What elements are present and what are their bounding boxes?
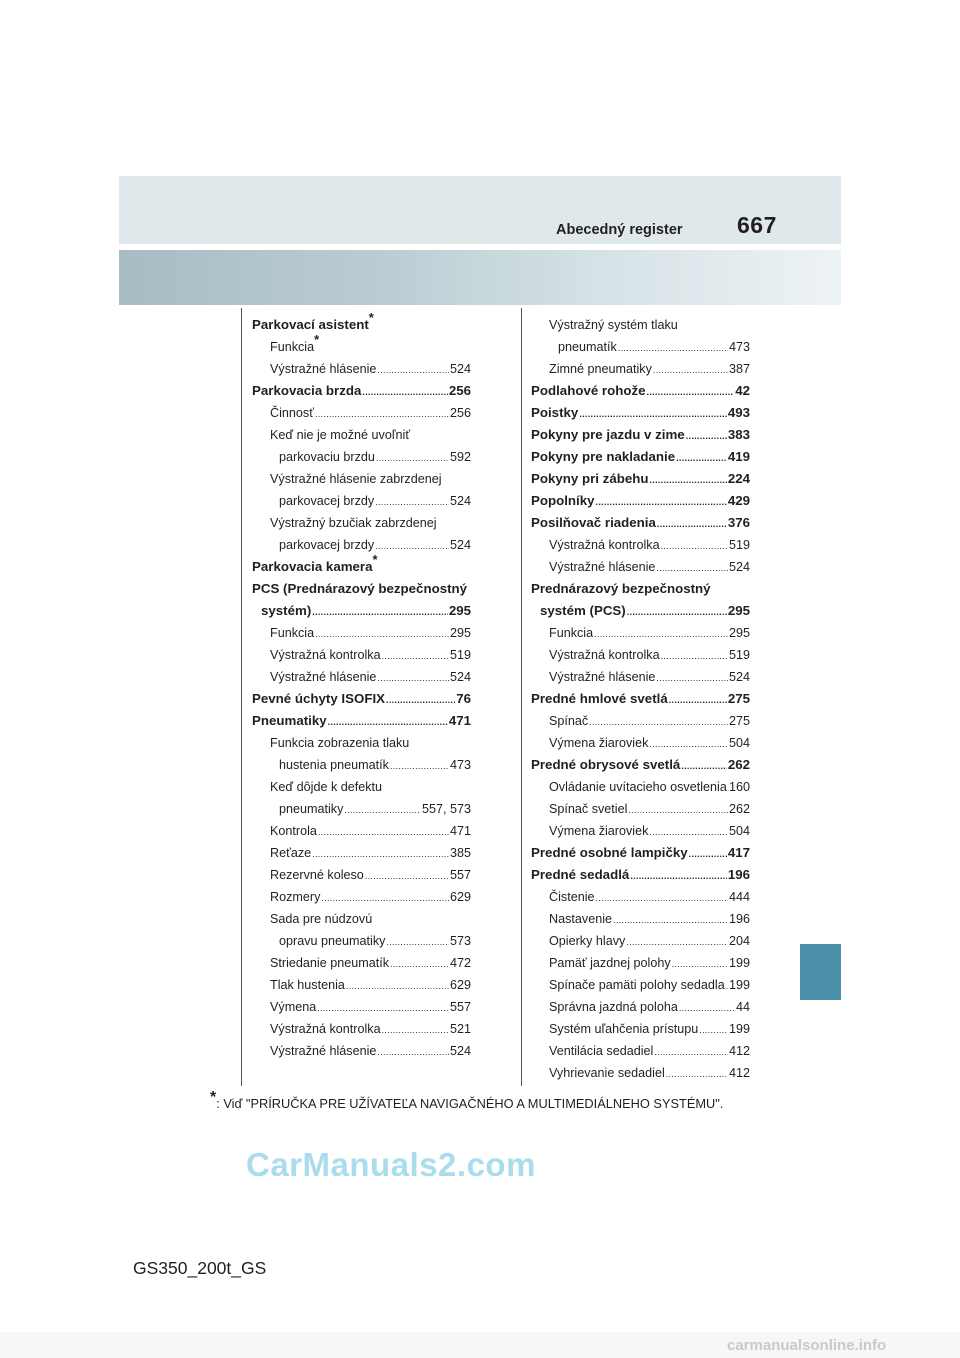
footnote-marker: * [368, 309, 374, 325]
index-entry [531, 996, 750, 1018]
index-entry [252, 551, 471, 578]
index-entry-page: 524 [449, 494, 471, 508]
index-entry-label: Tlak hustenia [270, 978, 345, 992]
index-entry [531, 578, 750, 600]
dot-leader [689, 843, 727, 865]
dot-leader [382, 1019, 449, 1041]
index-entry-page: 199 [728, 956, 750, 970]
index-entry-label: Parkovacia kamera [252, 559, 373, 574]
index-entry-page: 224 [727, 471, 750, 486]
index-entry [531, 446, 750, 468]
dot-leader [589, 711, 728, 733]
index-entry [252, 468, 471, 490]
index-entry [252, 688, 471, 710]
index-entry-label: Vyhrievanie sedadiel [549, 1066, 665, 1080]
right-column-divider [521, 308, 522, 1086]
index-entry [252, 996, 471, 1018]
section-thumb-tab [800, 944, 841, 1000]
index-entry-label: Ventilácia sedadiel [549, 1044, 654, 1058]
dot-leader [654, 1041, 728, 1063]
index-entry-page: 471 [448, 713, 471, 728]
index-entry [531, 380, 750, 402]
index-entry-label: Spínače pamäti polohy sedadla [549, 978, 725, 992]
index-entry-label: Spínač [549, 714, 589, 728]
index-entry [252, 864, 471, 886]
footnote-marker: * [372, 551, 378, 567]
index-entry [252, 446, 471, 468]
dot-leader [317, 997, 449, 1019]
index-entry [531, 842, 750, 864]
index-entry-page: 295 [448, 603, 471, 618]
dot-leader [382, 645, 449, 667]
index-entry-label: Výstražný bzučiak zabrzdenej [270, 516, 437, 530]
dot-leader [386, 931, 449, 953]
index-entry [531, 600, 750, 622]
index-entry-label: Pneumatiky [252, 713, 327, 728]
index-entry-label: Ovládanie uvítacieho osvetlenia [549, 780, 727, 794]
index-entry [252, 930, 471, 952]
index-entry-label: Predné hmlové svetlá [531, 691, 668, 706]
index-entry [252, 331, 471, 358]
index-entry [252, 974, 471, 996]
index-entry [531, 688, 750, 710]
footnote [210, 1088, 724, 1111]
index-entry [252, 798, 471, 820]
index-entry-page: 629 [449, 890, 471, 904]
page-number: 667 [737, 212, 777, 238]
index-entry [252, 600, 471, 622]
index-entry-label: Poistky [531, 405, 579, 420]
dot-leader [344, 799, 421, 821]
index-entry-page: 519 [449, 648, 471, 662]
index-entry [531, 402, 750, 424]
index-entry [531, 314, 750, 336]
dot-leader [312, 601, 448, 623]
index-entry [531, 468, 750, 490]
index-entry [252, 842, 471, 864]
index-entry-label: Pokyny pre jazdu v zime [531, 427, 685, 442]
index-entry-page: 471 [449, 824, 471, 838]
index-entry-page: 387 [728, 362, 750, 376]
footnote-star: * [210, 1088, 217, 1106]
index-entry-page: 504 [728, 736, 750, 750]
dot-leader [390, 755, 449, 777]
index-entry [252, 886, 471, 908]
index-entry-label: Výstražné hlásenie [270, 1044, 377, 1058]
dot-leader [328, 711, 448, 733]
index-entry [531, 974, 750, 996]
index-entry-label: Keď dôjde k defektu [270, 780, 383, 794]
index-entry [531, 512, 750, 534]
index-entry-label: Výmena žiaroviek [549, 736, 649, 750]
index-entry-label: parkovacej brzdy [279, 538, 375, 552]
index-entry-page: 256 [448, 383, 471, 398]
index-entry [252, 358, 471, 380]
index-entry-label: Funkcia [270, 340, 315, 354]
dot-leader [594, 623, 728, 645]
index-entry-label: Funkcia [270, 626, 315, 640]
index-entry-page: 275 [727, 691, 750, 706]
index-entry-label: Systém uľahčenia prístupu [549, 1022, 699, 1036]
index-entry-label: Činnosť [270, 406, 314, 420]
dot-leader [579, 403, 727, 425]
index-entry-label: Parkovacia brzda [252, 383, 362, 398]
index-entry [531, 754, 750, 776]
index-entry [252, 622, 471, 644]
index-entry-label: Výstražné hlásenie [549, 670, 656, 684]
index-entry-label: Čistenie [549, 890, 595, 904]
dot-leader [649, 821, 728, 843]
dot-leader [362, 381, 447, 403]
index-entry-label: Popolníky [531, 493, 595, 508]
index-entry-page: 275 [728, 714, 750, 728]
index-entry-page: 524 [728, 560, 750, 574]
dot-leader [666, 1063, 728, 1085]
index-entry-page: 444 [728, 890, 750, 904]
dot-leader [626, 931, 728, 953]
index-entry-page: 196 [728, 912, 750, 926]
index-entry [252, 424, 471, 446]
index-entry-label: Striedanie pneumatík [270, 956, 390, 970]
index-entry-page: 524 [449, 362, 471, 376]
index-entry-label: Parkovací asistent [252, 317, 369, 332]
index-entry [531, 336, 750, 358]
index-entry-label: Predné obrysové svetlá [531, 757, 681, 772]
index-entry [252, 754, 471, 776]
index-entry-label: Prednárazový bezpečnostný [531, 581, 711, 596]
index-entry [531, 820, 750, 842]
dot-leader [699, 1019, 728, 1041]
index-entry-label: Posilňovač riadenia [531, 515, 656, 530]
dot-leader [656, 557, 728, 579]
index-entry [252, 1018, 471, 1040]
left-column-divider [241, 308, 242, 1086]
index-entry [531, 424, 750, 446]
index-entry [252, 578, 471, 600]
dot-leader [686, 425, 727, 447]
index-entry-page: 504 [728, 824, 750, 838]
index-entry-page: 557 [449, 868, 471, 882]
index-entry-page: 524 [449, 538, 471, 552]
index-entry-label: Podlahové rohože [531, 383, 646, 398]
index-entry [531, 798, 750, 820]
dot-leader [672, 953, 728, 975]
index-entry-page: 199 [728, 1022, 750, 1036]
index-entry-label: parkovacej brzdy [279, 494, 375, 508]
index-entry [531, 490, 750, 512]
index-entry-page: 204 [728, 934, 750, 948]
dot-leader [613, 909, 728, 931]
index-entry-page: 519 [728, 648, 750, 662]
index-entry [252, 952, 471, 974]
index-entry [531, 732, 750, 754]
dot-leader [669, 689, 727, 711]
index-entry-page: 557 [449, 1000, 471, 1014]
index-entry-page: 295 [727, 603, 750, 618]
index-entry-label: Nastavenie [549, 912, 613, 926]
dot-leader [390, 953, 449, 975]
index-entry-page: 160 [728, 780, 750, 794]
index-entry-label: Keď nie je možné uvoľniť [270, 428, 411, 442]
dot-leader [681, 755, 727, 777]
index-entry [531, 930, 750, 952]
index-entry [252, 402, 471, 424]
model-code: GS350_200t_GS [133, 1258, 267, 1278]
index-entry [252, 1040, 471, 1062]
index-entry-page: 524 [449, 1044, 471, 1058]
dot-leader [318, 821, 449, 843]
index-entry-label: Pokyny pre nakladanie [531, 449, 676, 464]
index-entry [531, 644, 750, 666]
index-entry-label: Výstražná kontrolka [549, 538, 660, 552]
dot-leader [386, 689, 455, 711]
index-entry-label: Predné sedadlá [531, 867, 630, 882]
index-entry-label: Zimné pneumatiky [549, 362, 652, 376]
index-entry-label: Opierky hlavy [549, 934, 626, 948]
index-entry-label: Reťaze [270, 846, 312, 860]
index-entry-label: Spínač svetiel [549, 802, 628, 816]
dot-leader [661, 645, 728, 667]
index-entry-page: 196 [727, 867, 750, 882]
dot-leader [377, 667, 449, 689]
header-band [119, 176, 841, 244]
index-entry-page: 524 [728, 670, 750, 684]
bottom-watermark: carmanualsonline.info [727, 1337, 887, 1354]
index-entry [252, 490, 471, 512]
index-entry-page: 524 [449, 670, 471, 684]
index-entry-page: 519 [728, 538, 750, 552]
index-entry-page: 472 [449, 956, 471, 970]
dot-leader [627, 601, 727, 623]
index-entry-label: Pokyny pri zábehu [531, 471, 649, 486]
dot-leader [726, 975, 728, 997]
footnote-text: : Viď "PRÍRUČKA PRE UŽÍVATEĽA NAVIGAČNÉHO A MULTIMEDIÁLNEHO SYSTÉMU". [216, 1096, 724, 1111]
index-entry-page: 376 [727, 515, 750, 530]
dot-leader [656, 667, 728, 689]
index-column-right [531, 314, 750, 1084]
dot-leader [315, 403, 449, 425]
index-entry [531, 358, 750, 380]
index-entry-label: pneumatík [558, 340, 617, 354]
index-entry-label: pneumatiky [279, 802, 344, 816]
index-entry-label: Pevné úchyty ISOFIX [252, 691, 386, 706]
index-entry-label: Predné osobné lampičky [531, 845, 688, 860]
dot-leader [321, 887, 449, 909]
index-entry [531, 710, 750, 732]
index-entry-page: 573 [449, 934, 471, 948]
decorative-gradient-band [119, 250, 841, 305]
index-entry [252, 380, 471, 402]
dot-leader [649, 469, 726, 491]
index-entry-label: Rezervné koleso [270, 868, 364, 882]
index-entry-label: hustenia pneumatík [279, 758, 389, 772]
index-entry-label: Výstražná kontrolka [549, 648, 660, 662]
index-entry-page: 295 [449, 626, 471, 640]
index-entry-page: 44 [735, 1000, 750, 1014]
index-entry-label: Funkcia [549, 626, 594, 640]
index-entry [531, 1018, 750, 1040]
index-entry [531, 908, 750, 930]
index-entry-label: Rozmery [270, 890, 321, 904]
dot-leader [649, 733, 728, 755]
index-entry [531, 622, 750, 644]
index-entry [252, 710, 471, 732]
index-entry-page: 256 [449, 406, 471, 420]
dot-leader [676, 447, 727, 469]
index-entry-page: 493 [727, 405, 750, 420]
index-column-left [252, 309, 471, 1062]
index-entry-label: Výstražná kontrolka [270, 648, 381, 662]
dot-leader [596, 887, 728, 909]
index-entry-page: 295 [728, 626, 750, 640]
dot-leader [377, 1041, 449, 1063]
index-entry-page: 592 [449, 450, 471, 464]
index-entry-label: Výstražné hlásenie zabrzdenej [270, 472, 442, 486]
dot-leader [376, 447, 449, 469]
index-entry-page: 429 [727, 493, 750, 508]
index-entry-label: Výstražná kontrolka [270, 1022, 381, 1036]
dot-leader [596, 491, 727, 513]
dot-leader [312, 843, 449, 865]
index-entry [531, 776, 750, 798]
dot-leader [679, 997, 735, 1019]
dot-leader [628, 799, 728, 821]
index-entry-page: 417 [727, 845, 750, 860]
index-entry-page: 42 [735, 383, 750, 398]
index-entry [531, 534, 750, 556]
index-entry-label: systém) [261, 603, 312, 618]
index-entry-label: PCS (Prednárazový bezpečnostný [252, 581, 468, 596]
index-entry-label: systém (PCS) [540, 603, 626, 618]
index-entry-label: parkovaciu brzdu [279, 450, 375, 464]
index-entry [531, 864, 750, 886]
index-entry-page: 199 [728, 978, 750, 992]
index-entry [531, 952, 750, 974]
index-entry [531, 1062, 750, 1084]
dot-leader [346, 975, 449, 997]
index-entry-page: 412 [728, 1044, 750, 1058]
index-entry-label: Výstražné hlásenie [549, 560, 656, 574]
dot-leader [315, 623, 449, 645]
dot-leader [657, 513, 727, 535]
index-entry [252, 534, 471, 556]
index-entry [252, 644, 471, 666]
index-entry [252, 908, 471, 930]
index-entry-label: Výmena [270, 1000, 317, 1014]
index-entry-page: 76 [456, 691, 471, 706]
index-entry [531, 556, 750, 578]
index-entry-label: Výstražné hlásenie [270, 670, 377, 684]
dot-leader [630, 865, 727, 887]
index-entry-label: Výmena žiaroviek [549, 824, 649, 838]
index-entry-page: 262 [727, 757, 750, 772]
dot-leader [375, 535, 449, 557]
index-entry-label: Funkcia zobrazenia tlaku [270, 736, 410, 750]
index-entry-page: 419 [727, 449, 750, 464]
index-entry [531, 886, 750, 908]
index-entry-label: Výstražné hlásenie [270, 362, 377, 376]
index-entry-label: opravu pneumatiky [279, 934, 386, 948]
index-entry-page: 557, 573 [421, 802, 471, 816]
index-entry-page: 473 [728, 340, 750, 354]
index-entry [252, 820, 471, 842]
dot-leader [661, 535, 728, 557]
index-entry-label: Kontrola [270, 824, 317, 838]
index-entry [252, 732, 471, 754]
index-entry-page: 521 [449, 1022, 471, 1036]
dot-leader [375, 491, 449, 513]
watermark-logo: CarManuals2.com [246, 1146, 536, 1183]
index-entry [252, 776, 471, 798]
index-entry-label: Správna jazdná poloha [549, 1000, 678, 1014]
index-entry [252, 666, 471, 688]
dot-leader [653, 359, 728, 381]
dot-leader [365, 865, 449, 887]
index-entry [252, 309, 471, 336]
index-entry [531, 666, 750, 688]
dot-leader [618, 337, 728, 359]
footnote-marker: * [314, 331, 320, 347]
dot-leader [377, 359, 449, 381]
index-entry-page: 473 [449, 758, 471, 772]
index-entry-page: 385 [449, 846, 471, 860]
index-entry-label: Výstražný systém tlaku [549, 318, 678, 332]
dot-leader [647, 381, 735, 403]
index-entry-label: Sada pre núdzovú [270, 912, 373, 926]
section-title: Abecedný register [556, 222, 683, 238]
index-entry [531, 1040, 750, 1062]
index-entry-page: 629 [449, 978, 471, 992]
index-entry [252, 512, 471, 534]
index-entry-page: 262 [728, 802, 750, 816]
index-entry-page: 383 [727, 427, 750, 442]
index-entry-label: Pamäť jazdnej polohy [549, 956, 671, 970]
index-entry-page: 412 [728, 1066, 750, 1080]
